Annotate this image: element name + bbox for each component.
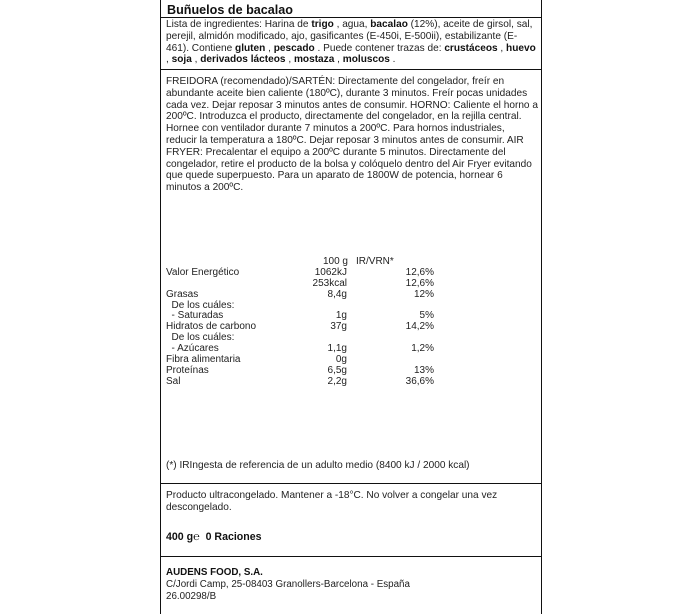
divider	[161, 483, 541, 484]
company-registry: 26.00298/B	[166, 590, 217, 602]
nutrient-ir: 12,6%	[405, 277, 434, 289]
nutrient-label: Sal	[166, 375, 181, 387]
ingredient-text: ,	[334, 54, 343, 66]
ingredient-text: Lista de ingredientes: Harina de	[166, 19, 312, 30]
ingredient-text: ,	[265, 42, 274, 54]
ingredient-text: ,	[497, 42, 507, 54]
ingredient-text: . Puede contener trazas de:	[314, 42, 445, 54]
allergen: pescado	[273, 42, 315, 54]
nutrition-header-ir: IR/VRN*	[356, 256, 394, 267]
ir-footnote-text: (*) IRIngesta de referencia de un adulto medio (8400 kJ / 2000 kcal)	[166, 460, 470, 471]
ingredient-text: .	[389, 54, 396, 66]
product-label	[160, 0, 542, 614]
storage-text: Producto ultracongelado. Mantener a -18°C. No volver a congelar una vez descongelado.	[166, 490, 498, 513]
nutrient-ir: 5%	[419, 310, 434, 322]
nutrient-value: 0g	[335, 354, 347, 366]
company-address: C/Jordi Camp, 25-08403 Granollers-Barcelona - España	[166, 578, 410, 590]
preparation-instructions	[166, 76, 538, 194]
nutrient-ir: 36,6%	[405, 375, 434, 387]
nutrient-value: 1,1g	[327, 343, 347, 355]
nutrient-label: Proteínas	[166, 364, 209, 376]
nutrition-row	[166, 268, 538, 279]
divider	[161, 556, 541, 557]
nutrient-value: 6,5g	[327, 364, 347, 376]
nutrient-ir: 1,2%	[411, 343, 434, 355]
nutrient-ir: 14,2%	[405, 321, 434, 333]
allergen: bacalao	[370, 19, 408, 30]
ir-footnote	[166, 460, 538, 472]
nutrition-row	[166, 333, 538, 344]
product-title: Buñuelos de bacalao	[167, 3, 293, 17]
allergen: soja	[171, 54, 192, 66]
net-weight: 400 g	[166, 531, 194, 543]
nutrition-row	[166, 355, 538, 366]
net-weight-servings	[166, 531, 262, 543]
company-name: AUDENS FOOD, S.A.	[166, 567, 263, 578]
company-info	[166, 567, 410, 602]
ingredients-text	[166, 19, 538, 66]
storage-instructions	[166, 490, 538, 514]
nutrient-label: De los cuáles:	[166, 332, 235, 344]
estimated-sign-icon: ℮	[193, 531, 200, 543]
allergen: moluscos	[342, 54, 390, 66]
nutrient-value: 8,4g	[327, 288, 347, 300]
nutrient-label: Valor Energético	[166, 266, 240, 278]
ingredient-text: ,	[285, 54, 294, 66]
divider	[161, 17, 541, 18]
allergen: trigo	[311, 19, 334, 30]
ingredient-text: (12%), aceite de girsol, sal, perejil, almidón modificado, ajo, gasificantes (E-450i, E-500ii), estabilizante (E-461). Contiene	[166, 19, 533, 54]
nutrient-ir: 12,6%	[405, 266, 434, 278]
nutrition-row	[166, 279, 538, 290]
ingredient-text: ,	[191, 54, 201, 66]
nutrient-value: 1g	[335, 310, 347, 322]
nutrition-row	[166, 377, 538, 388]
allergen: mostaza	[293, 54, 335, 66]
nutrient-label: Fibra alimentaria	[166, 354, 241, 366]
nutrient-label: Hidratos de carbono	[166, 321, 257, 333]
nutrient-label: Grasas	[166, 288, 199, 300]
nutrient-label: De los cuáles:	[166, 299, 235, 311]
nutrient-ir: 12%	[413, 288, 434, 300]
allergen: gluten	[235, 42, 266, 54]
allergen: huevo	[506, 42, 536, 54]
nutrient-ir: 13%	[413, 364, 434, 376]
ingredients-list	[166, 19, 538, 66]
nutrient-value: 253kcal	[312, 277, 347, 289]
servings: 0 Raciones	[205, 531, 262, 543]
nutrition-row	[166, 290, 538, 301]
allergen: derivados lácteos	[200, 54, 286, 66]
divider	[161, 69, 541, 70]
nutrition-row	[166, 366, 538, 377]
nutrient-value: 2,2g	[327, 375, 347, 387]
preparation-text: FREIDORA (recomendado)/SARTÉN: Directamente del congelador, freír en abundante aceite bien caliente (180ºC), durante 3 minutos. Freír pocas unidades cada vez. Dejar reposar 3 minutos antes de consumir. HORNO: Caliente el horno a 200ºC. Introduzca el producto, directamente del congelador, en la rejilla central. Hornee con ventilador durante 7 minutos a 200ºC. Para hornos industriales, reducir la temperatura a 180ºC. Dejar reposar 3 minutos antes de consumir. AIR FRYER: Precalentar el equipo a 200ºC durante 5 minutos. Directamente del congelador, retire el producto de la bolsa y colóquelo dentro del Air Fryer evitando que quede superpuesto. Para un aparato de 1800W de potencia, hornear 6 minutos a 200ºC.	[166, 76, 538, 194]
allergen: crustáceos	[444, 42, 498, 54]
ingredient-text: ,	[166, 54, 172, 66]
nutrient-value: 1062kJ	[314, 266, 347, 278]
nutrition-table	[166, 257, 538, 388]
nutrient-value: 37g	[330, 321, 347, 333]
nutrient-label: - Saturadas	[166, 310, 224, 322]
nutrition-header-per: 100 g	[322, 256, 348, 267]
nutrient-label: - Azúcares	[166, 343, 219, 355]
ingredient-text: , agua,	[333, 19, 371, 30]
